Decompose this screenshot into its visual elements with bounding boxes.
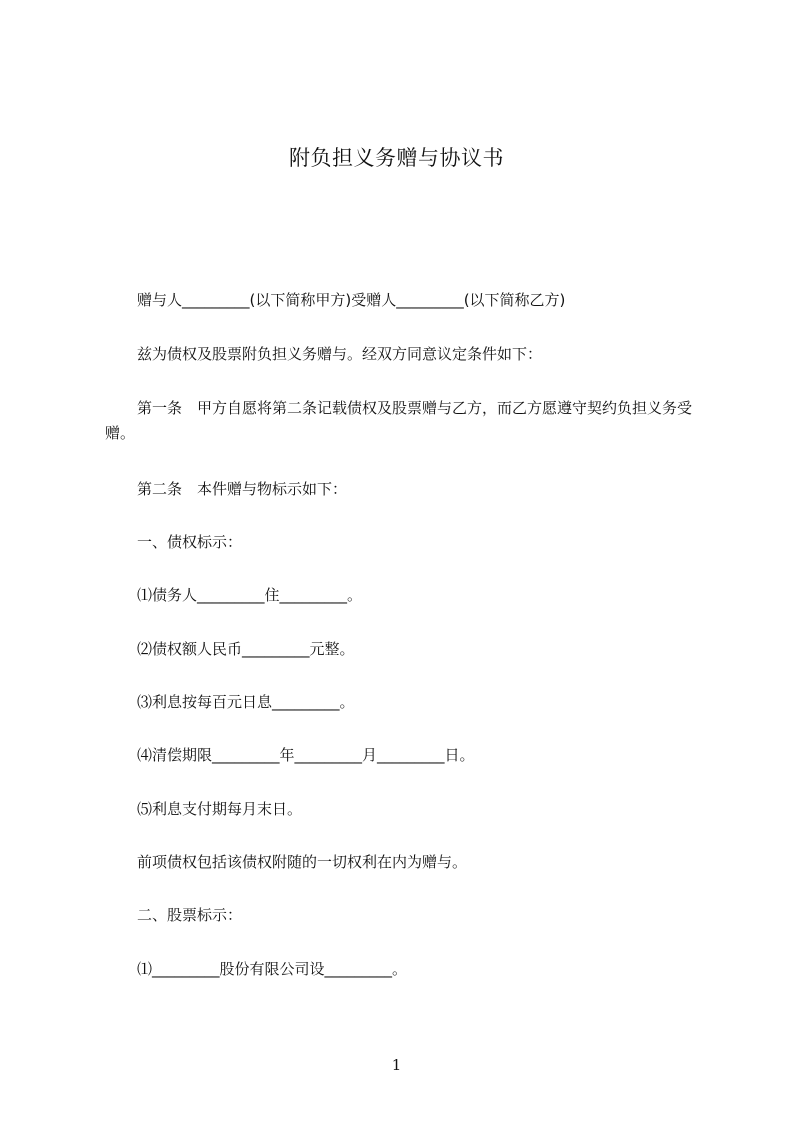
paragraph-article-2: 第二条 本件赠与物标示如下： [137, 480, 348, 498]
heading-claim: 一、债权标示： [137, 533, 243, 551]
paragraph-intro: 兹为债权及股票附负担义务赠与。经双方同意议定条件如下： [137, 345, 543, 363]
list-item-due-date: ⑷清偿期限_________年_________月_________日。 [137, 746, 475, 764]
list-item-debtor: ⑴债务人_________住_________。 [137, 586, 363, 604]
page-number: 1 [391, 1056, 402, 1074]
paragraph-claim-scope: 前项债权包括该债权附随的一切权利在内为赠与。 [137, 853, 468, 871]
document-title: 附负担义务赠与协议书 [289, 146, 504, 170]
list-item-interest: ⑶利息按每百元日息_________。 [137, 693, 355, 711]
heading-stock: 二、股票标示： [137, 906, 243, 924]
paragraph-article-1: 第一条 甲方自愿将第二条记载债权及股票赠与乙方，而乙方愿遵守契约负担义务受赠。 [105, 399, 693, 442]
list-item-amount: ⑵债权额人民币_________元整。 [137, 640, 355, 658]
paragraph-parties: 赠与人_________(以下简称甲方)受赠人_________(以下简称乙方) [137, 291, 566, 309]
list-item-stock: ⑴_________股份有限公司设_________。 [137, 960, 408, 978]
list-item-payment: ⑸利息支付期每月末日。 [137, 800, 303, 818]
